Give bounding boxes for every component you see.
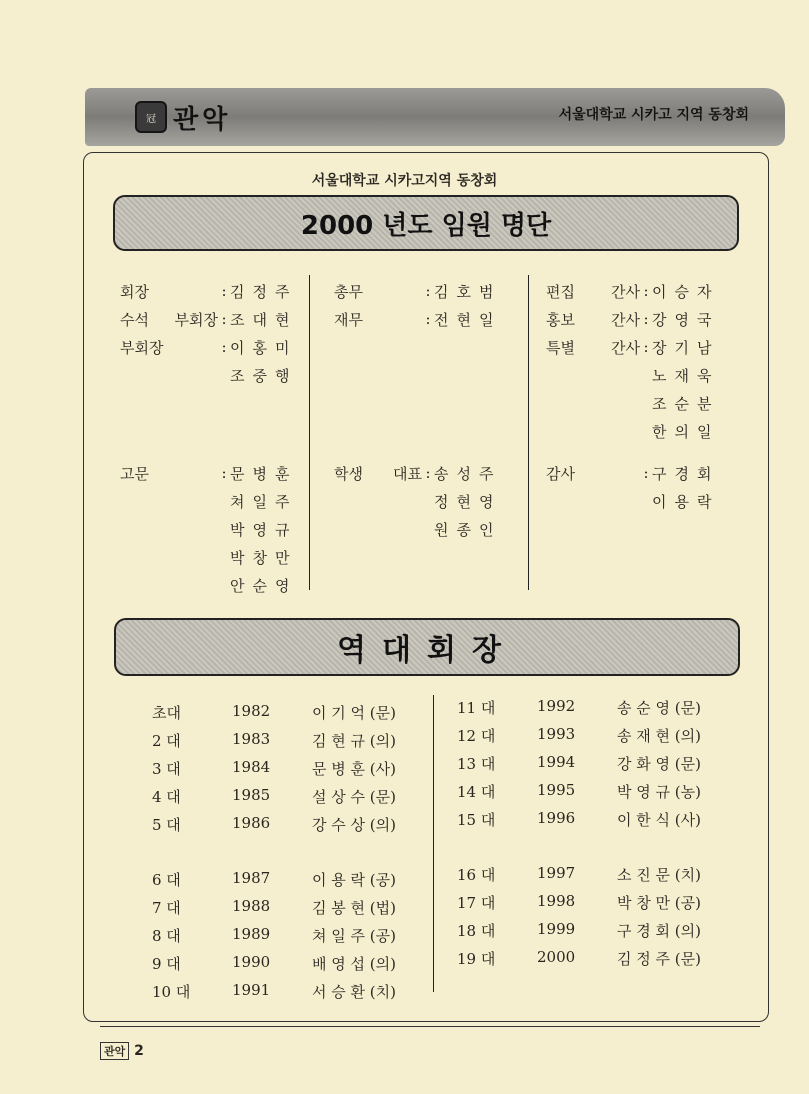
- officer-row: [120, 280, 297, 302]
- president-term: 5 대: [152, 816, 181, 834]
- officer-row: [546, 462, 719, 484]
- officer-name: 한의일: [652, 422, 720, 441]
- officer-row: [546, 336, 719, 358]
- officer-row: [120, 364, 297, 386]
- separator: :: [221, 310, 227, 328]
- president-term: 6 대: [152, 871, 181, 889]
- officer-name: 조중행: [230, 366, 298, 385]
- president-year: 1999: [537, 920, 576, 938]
- president-term: 7 대: [152, 899, 181, 917]
- officer-name: 구경회: [652, 464, 720, 483]
- officer-name: 정현영: [434, 492, 502, 511]
- officer-name: 김정주: [230, 282, 298, 301]
- president-name: 소 진 문 (치): [617, 866, 701, 884]
- president-year: 1986: [232, 814, 271, 832]
- president-term: 3 대: [152, 760, 181, 778]
- header-title: 서울대학교 시카고 지역 동창회: [558, 107, 749, 123]
- president-term: 초대: [152, 704, 181, 722]
- president-year: 1995: [537, 781, 576, 799]
- officer-row: [120, 546, 297, 568]
- officer-name: 문병훈: [230, 464, 298, 483]
- officer-name: 안순영: [230, 576, 298, 595]
- president-year: 1997: [537, 864, 576, 882]
- officer-name: 쳐일주: [230, 492, 298, 511]
- footer-tag: 관악: [100, 1042, 129, 1060]
- president-year: 1998: [537, 892, 576, 910]
- seal-icon: 冠: [135, 101, 167, 133]
- president-term: 2 대: [152, 732, 181, 750]
- president-term: 4 대: [152, 788, 181, 806]
- president-name: 박 창 만 (공): [617, 894, 701, 912]
- separator: :: [221, 464, 227, 482]
- officer-title: 수석 부회장: [120, 310, 218, 329]
- president-year: 1990: [232, 953, 271, 971]
- president-term: 10 대: [152, 983, 191, 1001]
- officer-name: 송성주: [434, 464, 502, 483]
- logo-text: 관악: [173, 104, 232, 135]
- footer: [100, 1042, 144, 1060]
- officer-row: [546, 308, 719, 330]
- president-name: 쳐 일 주 (공): [312, 927, 396, 945]
- officer-title: 회장: [120, 282, 149, 301]
- president-name: 서 승 환 (치): [312, 983, 396, 1001]
- president-year: 1994: [537, 753, 576, 771]
- officer-name: 노재욱: [652, 366, 720, 385]
- separator: :: [643, 338, 649, 356]
- president-name: 이 용 락 (공): [312, 871, 396, 889]
- president-term: 12 대: [457, 727, 496, 745]
- officer-row: [546, 280, 719, 302]
- president-year: 1983: [232, 730, 271, 748]
- president-name: 강 수 상 (의): [312, 816, 396, 834]
- officer-row: [546, 392, 719, 414]
- officer-row: [334, 280, 501, 302]
- officer-name: 이승자: [652, 282, 720, 301]
- president-year: 1984: [232, 758, 271, 776]
- officer-name: 박창만: [230, 548, 298, 567]
- officer-name: 강영국: [652, 310, 720, 329]
- officer-row: [546, 420, 719, 442]
- president-name: 이 기 억 (문): [312, 704, 396, 722]
- president-name: 김 정 주 (문): [617, 950, 701, 968]
- president-year: 1989: [232, 925, 271, 943]
- officer-title: 홍보 간사: [546, 310, 640, 329]
- column-divider: [528, 275, 529, 590]
- magazine-logo: [135, 98, 231, 136]
- past-presidents-title: 역대회장: [114, 618, 740, 676]
- officer-title: 재무: [334, 310, 363, 329]
- officer-name: 조대현: [230, 310, 298, 329]
- president-name: 송 재 현 (의): [617, 727, 701, 745]
- president-name: 배 영 섭 (의): [312, 955, 396, 973]
- president-name: 구 경 회 (의): [617, 922, 701, 940]
- president-year: 1982: [232, 702, 271, 720]
- president-term: 14 대: [457, 783, 496, 801]
- officer-name: 이용락: [652, 492, 720, 511]
- president-name: 송 순 영 (문): [617, 699, 701, 717]
- president-year: 1985: [232, 786, 271, 804]
- officer-name: 전현일: [434, 310, 502, 329]
- officer-title: 고문: [120, 464, 149, 483]
- footer-rule: [100, 1026, 760, 1027]
- column-divider: [309, 275, 310, 590]
- officer-row: [120, 490, 297, 512]
- officer-row: [546, 364, 719, 386]
- separator: :: [425, 282, 431, 300]
- president-term: 13 대: [457, 755, 496, 773]
- president-term: 8 대: [152, 927, 181, 945]
- officer-row: [120, 574, 297, 596]
- president-name: 박 영 규 (농): [617, 783, 701, 801]
- officer-name: 장기남: [652, 338, 720, 357]
- president-term: 18 대: [457, 922, 496, 940]
- officer-row: [120, 518, 297, 540]
- officer-title: 감사: [546, 464, 575, 483]
- separator: :: [425, 464, 431, 482]
- officer-title: 총무: [334, 282, 363, 301]
- president-year: 1988: [232, 897, 271, 915]
- president-name: 강 화 영 (문): [617, 755, 701, 773]
- president-term: 16 대: [457, 866, 496, 884]
- president-term: 17 대: [457, 894, 496, 912]
- column-divider: [433, 695, 434, 992]
- officer-row: [334, 490, 501, 512]
- officer-row: [546, 490, 719, 512]
- officer-row: [120, 462, 297, 484]
- officer-title: 특별 간사: [546, 338, 640, 357]
- separator: :: [643, 464, 649, 482]
- president-name: 김 현 규 (의): [312, 732, 396, 750]
- officer-name: 원종인: [434, 520, 502, 539]
- officer-row: [334, 308, 501, 330]
- president-year: 1996: [537, 809, 576, 827]
- officer-row: [120, 308, 297, 330]
- president-year: 2000: [537, 948, 576, 966]
- officer-row: [120, 336, 297, 358]
- separator: :: [643, 282, 649, 300]
- president-name: 김 봉 현 (법): [312, 899, 396, 917]
- officer-name: 김호범: [434, 282, 502, 301]
- president-year: 1991: [232, 981, 271, 999]
- separator: :: [221, 282, 227, 300]
- officer-name: 박영규: [230, 520, 298, 539]
- president-name: 설 상 수 (문): [312, 788, 396, 806]
- officer-row: [334, 462, 501, 484]
- president-year: 1992: [537, 697, 576, 715]
- separator: :: [221, 338, 227, 356]
- president-term: 11 대: [457, 699, 496, 717]
- officers-title: 2000 년도 임원 명단: [113, 195, 739, 251]
- org-name: 서울대학교 시카고지역 동창회: [311, 173, 498, 189]
- president-term: 15 대: [457, 811, 496, 829]
- officer-name: 이홍미: [230, 338, 298, 357]
- president-term: 19 대: [457, 950, 496, 968]
- president-year: 1987: [232, 869, 271, 887]
- president-name: 문 병 훈 (사): [312, 760, 396, 778]
- president-name: 이 한 식 (사): [617, 811, 701, 829]
- officer-title: 편집 간사: [546, 282, 640, 301]
- separator: :: [643, 310, 649, 328]
- president-term: 9 대: [152, 955, 181, 973]
- page-number: 2: [134, 1043, 144, 1059]
- president-year: 1993: [537, 725, 576, 743]
- separator: :: [425, 310, 431, 328]
- officer-row: [334, 518, 501, 540]
- officer-title: 학생 대표: [334, 464, 422, 483]
- officer-name: 조순분: [652, 394, 720, 413]
- officer-title: 부회장: [120, 338, 164, 357]
